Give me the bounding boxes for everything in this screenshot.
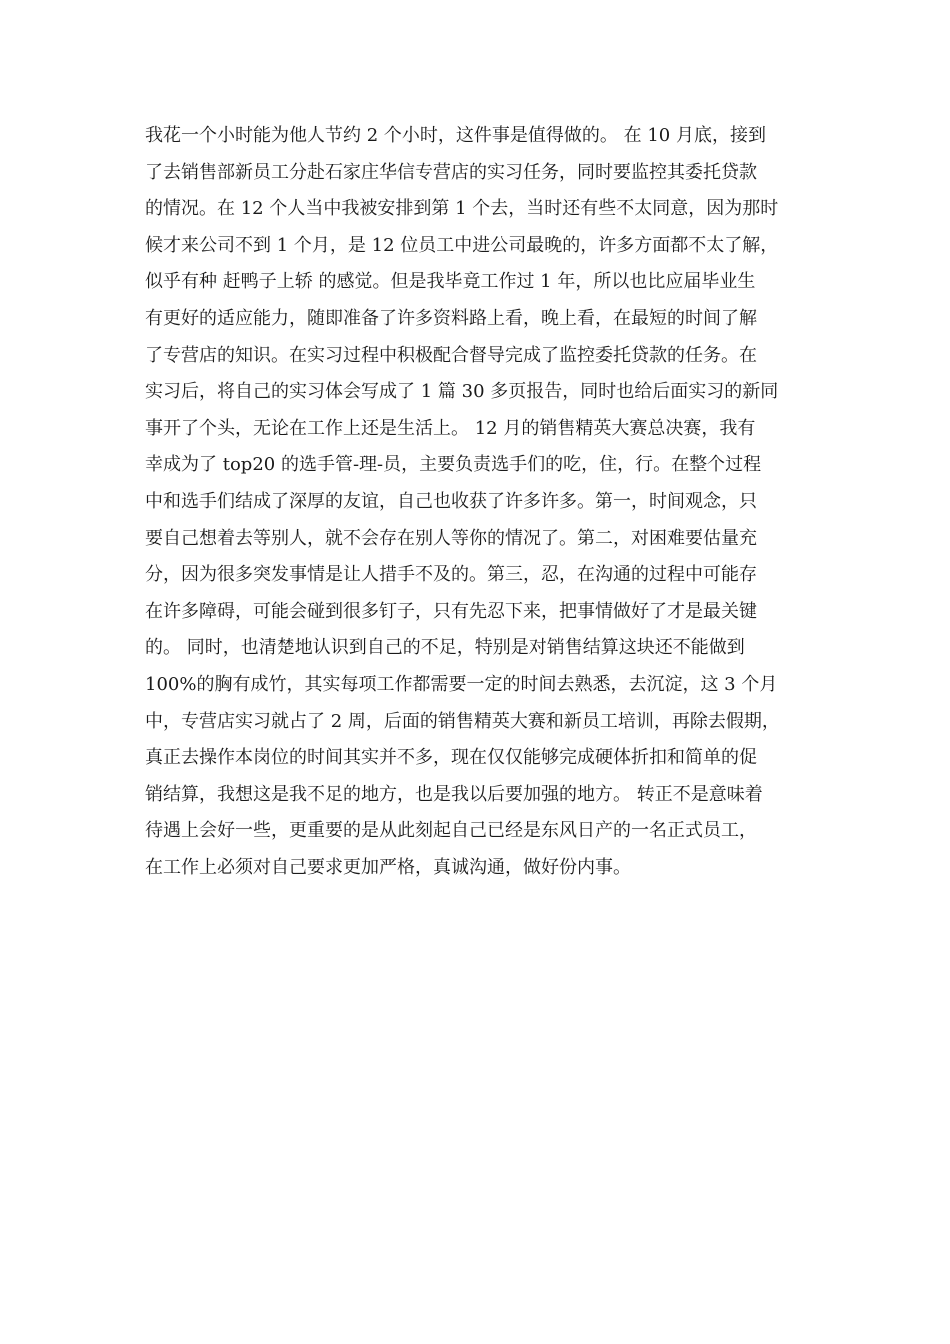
body-paragraph (145, 118, 815, 886)
text-line: 我花一个小时能为他人节约 2 个小时，这件事是值得做的。 在 10 月底，接到 (145, 125, 766, 146)
text-line: 事开了个头，无论在工作上还是生活上。 12 月的销售精英大赛总决赛，我有 (145, 417, 756, 439)
text-line: 似乎有种 赶鸭子上轿 的感觉。但是我毕竟工作过 1 年，所以也比应届毕业生 (145, 271, 756, 293)
text-line: 了专营店的知识。在实习过程中积极配合督导完成了监控委托贷款的任务。在 (145, 344, 757, 366)
text-line: 有更好的适应能力，随即准备了许多资料路上看，晚上看，在最短的时间了解 (145, 307, 757, 329)
text-line: 候才来公司不到 1 个月，是 12 位员工中进公司最晚的，许多方面都不太了解， (145, 234, 779, 256)
text-line: 的情况。在 12 个人当中我被安排到第 1 个去，当时还有些不太同意，因为那时 (145, 198, 779, 220)
text-line: 实习后，将自己的实习体会写成了 1 篇 30 多页报告，同时也给后面实习的新同 (145, 381, 779, 403)
text-line: 100%的胸有成竹，其实每项工作都需要一定的时间去熟悉，去沉淀，这 3 个月 (145, 673, 778, 695)
text-line: 销结算，我想这是我不足的地方，也是我以后要加强的地方。 转正不是意味着 (145, 783, 763, 805)
text-line: 分，因为很多突发事情是让人措手不及的。第三，忍，在沟通的过程中可能存 (145, 564, 757, 586)
text-line: 真正去操作本岗位的时间其实并不多，现在仅仅能够完成硬体折扣和简单的促 (145, 747, 757, 769)
text-line: 幸成为了 top20 的选手管-理-员，主要负责选手们的吃，住，行。在整个过程 (145, 454, 762, 476)
text-line: 了去销售部新员工分赴石家庄华信专营店的实习任务，同时要监控其委托贷款 (145, 161, 757, 183)
text-line: 在工作上必须对自己要求更加严格，真诚沟通，做好份内事。 (145, 856, 631, 878)
text-line: 的。 同时，也清楚地认识到自己的不足，特别是对销售结算这块还不能做到 (145, 637, 745, 659)
text-line: 中，专营店实习就占了 2 周，后面的销售精英大赛和新员工培训，再除去假期， (145, 710, 780, 732)
text-line: 中和选手们结成了深厚的友谊，自己也收获了许多许多。第一，时间观念，只 (145, 490, 757, 512)
text-line: 待遇上会好一些，更重要的是从此刻起自己已经是东风日产的一名正式员工， (145, 820, 757, 842)
text-line: 在许多障碍，可能会碰到很多钉子，只有先忍下来，把事情做好了才是最关键 (145, 600, 757, 622)
text-line: 要自己想着去等别人，就不会存在别人等你的情况了。第二，对困难要估量充 (145, 527, 757, 549)
